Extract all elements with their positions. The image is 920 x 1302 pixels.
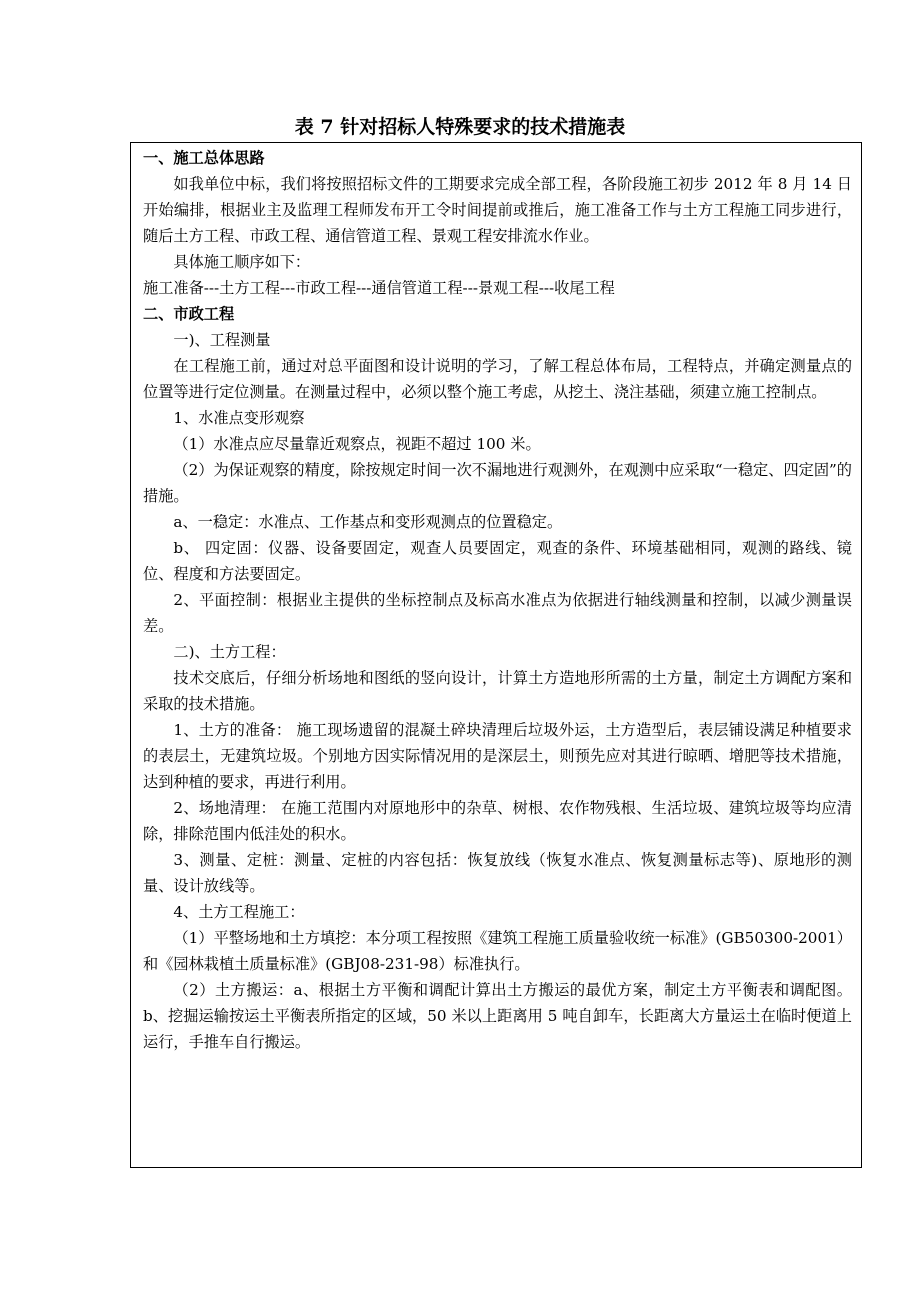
body-paragraph: 二)、土方工程： bbox=[173, 643, 286, 661]
body-paragraph: 3、测量、定桩：测量、定桩的内容包括：恢复放线（恢复水准点、恢复测量标志等)、原地形的测量、设计放线等。 bbox=[143, 851, 852, 895]
body-paragraph: （2）土方搬运：a、根据土方平衡和调配计算出土方搬运的最优方案，制定土方平衡表和调配图。b、挖掘运输按运土平衡表所指定的区域，50 米以上距离用 5 吨自卸车，长距离大方量运土在临时便道上运行，手推车自行搬运。 bbox=[143, 981, 852, 1051]
body-paragraph: 在工程施工前，通过对总平面图和设计说明的学习，了解工程总体布局，工程特点，并确定测量点的位置等进行定位测量。在测量过程中，必须以整个施工考虑，从挖土、浇注基础，须建立施工控制点。 bbox=[143, 357, 852, 401]
section-heading: 二、市政工程 bbox=[143, 305, 235, 323]
body-paragraph: 具体施工顺序如下： bbox=[173, 253, 311, 271]
body-paragraph: （1）平整场地和土方填挖：本分项工程按照《建筑工程施工质量验收统一标准》(GB50300-2001）和《园林栽植土质量标准》(GBJ08-231-98）标准执行。 bbox=[143, 929, 852, 973]
section-heading: 一、施工总体思路 bbox=[143, 149, 265, 167]
page-title: 表 7 针对招标人特殊要求的技术措施表 bbox=[294, 116, 626, 138]
body-paragraph: a、一稳定：水准点、工作基点和变形观测点的位置稳定。 bbox=[173, 513, 563, 531]
body-paragraph: 4、土方工程施工： bbox=[173, 903, 305, 921]
body-paragraph: 2、场地清理： 在施工范围内对原地形中的杂草、树根、农作物残根、生活垃圾、建筑垃圾等均应清除，排除范围内低洼处的积水。 bbox=[143, 799, 852, 843]
body-paragraph: 技术交底后，仔细分析场地和图纸的竖向设计，计算土方造地形所需的土方量，制定土方调配方案和采取的技术措施。 bbox=[143, 669, 852, 713]
body-paragraph: （1）水准点应尽量靠近观察点，视距不超过 100 米。 bbox=[173, 435, 541, 453]
body-paragraph: 施工准备---土方工程---市政工程---通信管道工程---景观工程---收尾工程 bbox=[143, 279, 615, 297]
body-paragraph: 1、土方的准备： 施工现场遗留的混凝土碎块清理后垃圾外运，土方造型后，表层铺设满足种植要求的表层土，无建筑垃圾。个别地方因实际情况用的是深层土，则预先应对其进行晾晒、增肥等技术措施，达到种植的要求，再进行利用。 bbox=[143, 721, 852, 791]
body-paragraph: 2、平面控制：根据业主提供的坐标控制点及标高水准点为依据进行轴线测量和控制，以减少测量误差。 bbox=[143, 591, 852, 635]
body-paragraph: 一)、工程测量 bbox=[173, 331, 271, 349]
document-table-cell bbox=[130, 142, 862, 1168]
body-paragraph: 如我单位中标，我们将按照招标文件的工期要求完成全部工程，各阶段施工初步 2012 年 8 月 14 日开始编排，根据业主及监理工程师发布开工令时间提前或推后，施工准备工作与土方工程施工同步进行，随后土方工程、市政工程、通信管道工程、景观工程安排流水作业。 bbox=[143, 175, 852, 245]
body-paragraph: b、 四定固：仪器、设备要固定，观查人员要固定，观查的条件、环境基础相同，观测的路线、镜位、程度和方法要固定。 bbox=[143, 539, 852, 583]
body-paragraph: 1、水准点变形观察 bbox=[173, 409, 305, 427]
body-paragraph: （2）为保证观察的精度，除按规定时间一次不漏地进行观测外，在观测中应采取“一稳定、四定固”的措施。 bbox=[143, 461, 852, 505]
